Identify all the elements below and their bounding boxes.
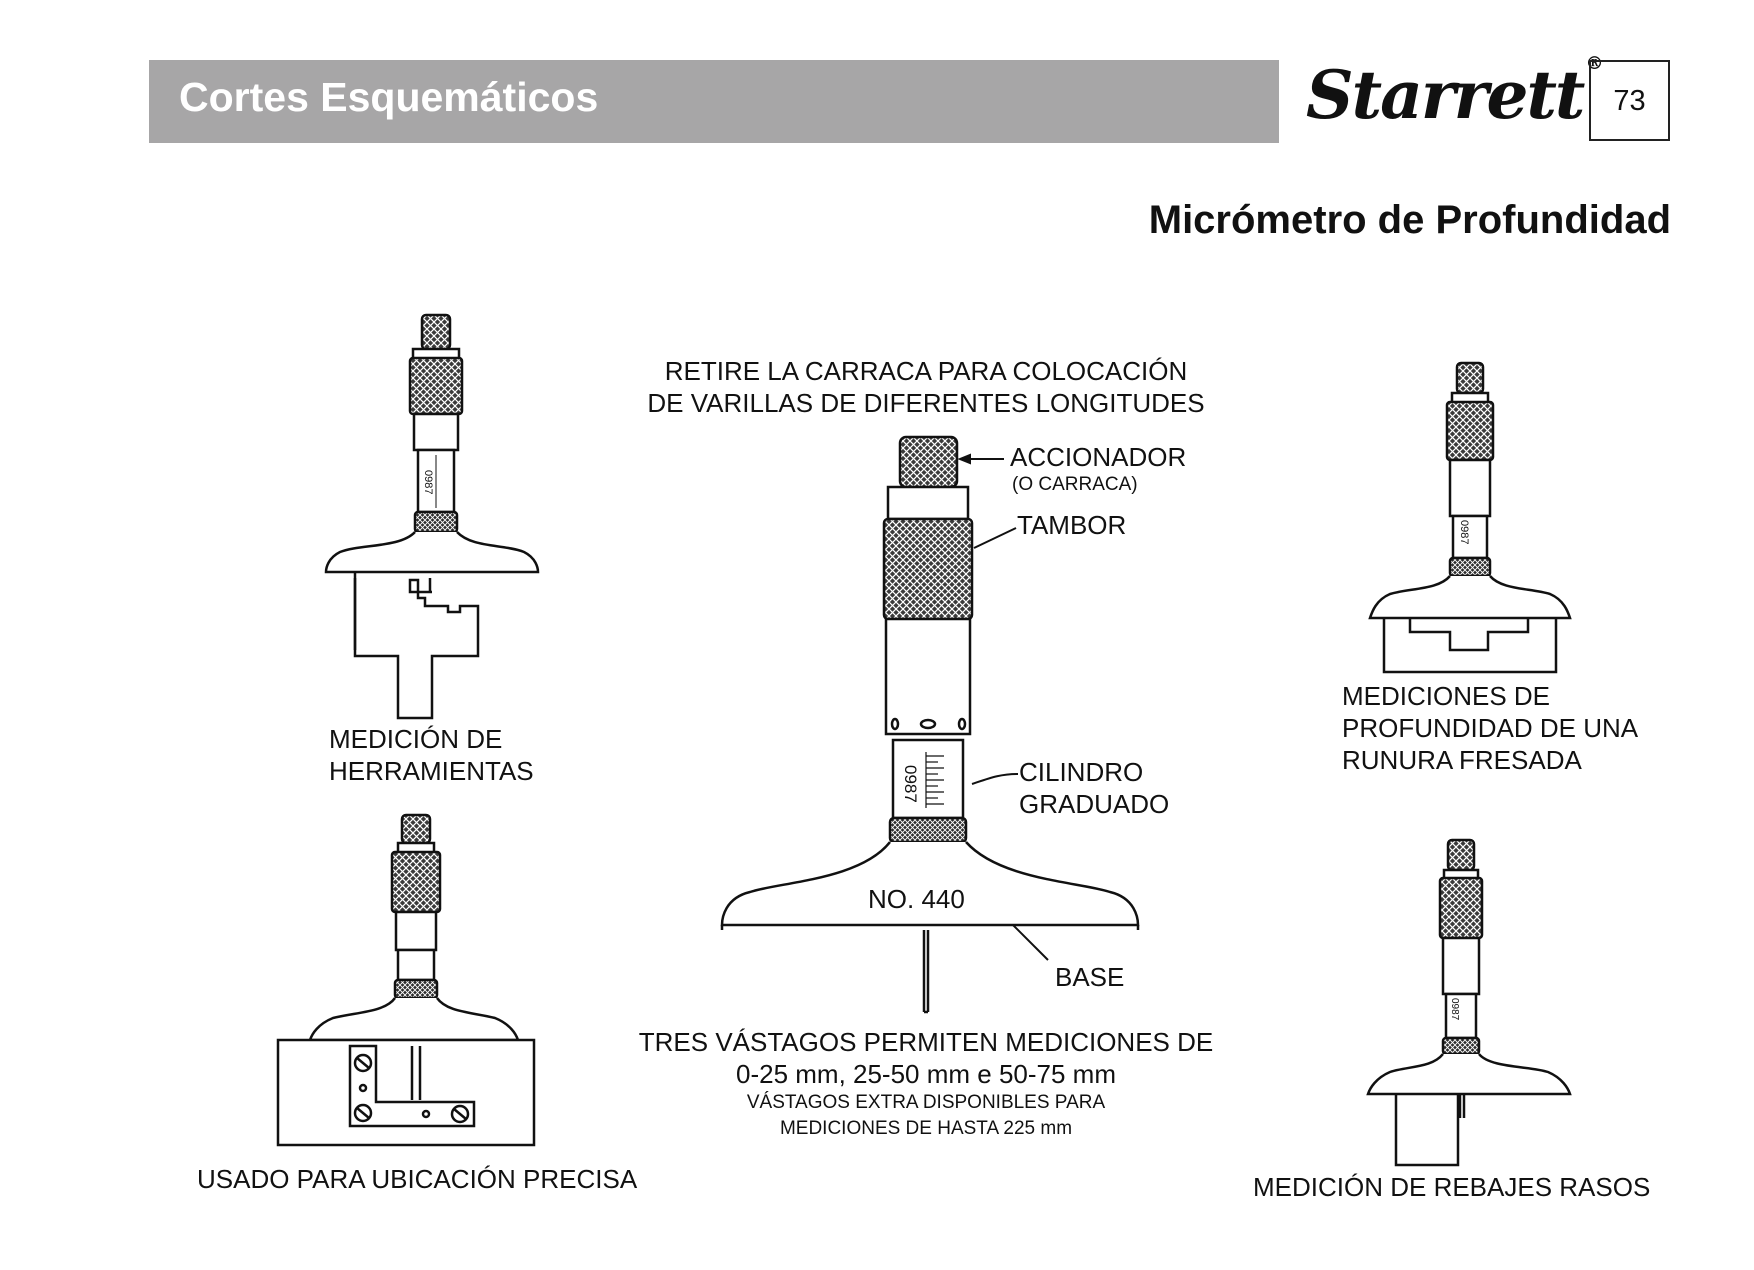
slot-depth-figure [1370,363,1570,672]
model-number: NO. 440 [868,884,965,914]
page-number: 73 [1589,60,1670,141]
starrett-logo: Starrett ® [1306,53,1604,134]
caption-rebajes: MEDICIÓN DE REBAJES RASOS [1253,1172,1651,1202]
shallow-recess-figure [1368,840,1570,1165]
caption-runura: MEDICIONES DE PROFUNDIDAD DE UNA RUNURA FRESADA [1342,681,1639,775]
thimble-cap [888,487,968,519]
thimble-knurl [884,519,972,619]
precise-location-figure [278,815,534,1145]
ratchet-removal-note: RETIRE LA CARRACA PARA COLOCACIÓN DE VARILLAS DE DIFERENTES LONGITUDES [647,356,1205,418]
section-title: Micrómetro de Profundidad [1148,198,1671,242]
lock-nut [890,818,966,842]
label-tambor: TAMBOR [1017,510,1127,540]
svg-text:0987: 0987 [1449,998,1460,1021]
label-carraca: (O CARRACA) [1012,474,1138,495]
svg-text:0987: 0987 [901,765,920,803]
label-accionador: ACCIONADOR [1010,442,1187,472]
rods-note: TRES VÁSTAGOS PERMITEN MEDICIONES DE 0-25 mm, 25-50 mm e 50-75 mm VÁSTAGOS EXTRA DISPONIBLES PARA MEDICIONES DE HASTA 225 mm [638,1027,1214,1139]
page-header-title: Cortes Esquemáticos [179,74,599,120]
label-cilindro-graduado: CILINDRO GRADUADO [1019,757,1170,819]
label-base: BASE [1055,962,1125,992]
svg-text:0987: 0987 [1458,520,1470,545]
svg-text:0987: 0987 [422,470,434,495]
ratchet-knob [900,437,957,487]
tool-measurement-figure [326,315,538,718]
caption-herramientas: MEDICIÓN DE HERRAMIENTAS [329,724,534,786]
thimble-body [886,619,970,734]
caption-ubicacion: USADO PARA UBICACIÓN PRECISA [197,1164,638,1194]
